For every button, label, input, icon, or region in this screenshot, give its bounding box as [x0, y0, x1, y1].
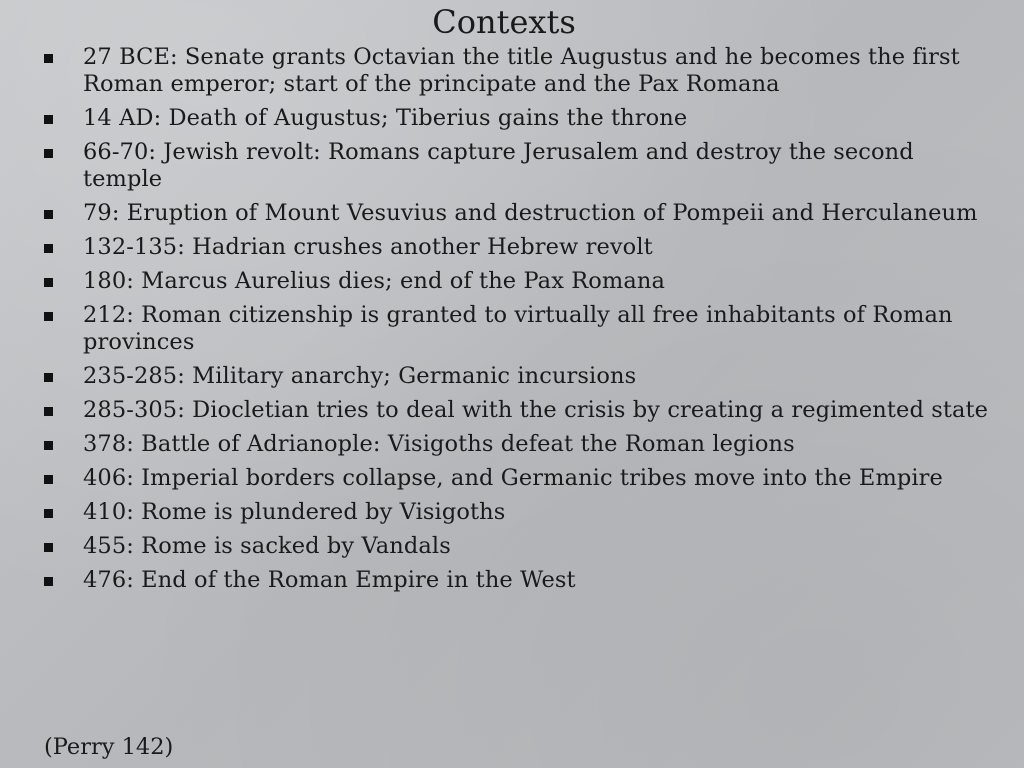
timeline-list	[0, 44, 990, 601]
list-item-text: 14 AD: Death of Augustus; Tiberius gains the throne	[83, 105, 688, 131]
list-item	[0, 105, 990, 132]
list-item-text: 79: Eruption of Mount Vesuvius and destruction of Pompeii and Herculaneum	[83, 200, 978, 226]
square-bullet-icon	[44, 210, 53, 219]
list-item	[0, 499, 990, 526]
list-item-text: 66-70: Jewish revolt: Romans capture Jerusalem and destroy the second temple	[83, 139, 914, 192]
slide-title: Contexts	[432, 3, 576, 41]
list-item	[0, 567, 990, 594]
list-item-text: 235-285: Military anarchy; Germanic incursions	[83, 363, 637, 389]
list-item-text: 27 BCE: Senate grants Octavian the title Augustus and he becomes the first Roman emperor; start of the principate and the Pax Romana	[83, 44, 960, 97]
square-bullet-icon	[44, 441, 53, 450]
list-item-text: 410: Rome is plundered by Visigoths	[83, 499, 506, 525]
square-bullet-icon	[44, 149, 53, 158]
list-item-text: 455: Rome is sacked by Vandals	[83, 533, 451, 559]
list-item	[0, 397, 990, 424]
list-item	[0, 431, 990, 458]
list-item-text: 180: Marcus Aurelius dies; end of the Pax Romana	[83, 268, 665, 294]
square-bullet-icon	[44, 407, 53, 416]
list-item-text: 378: Battle of Adrianople: Visigoths defeat the Roman legions	[83, 431, 795, 457]
list-item	[0, 363, 990, 390]
list-item	[0, 234, 990, 261]
square-bullet-icon	[44, 244, 53, 253]
list-item	[0, 533, 990, 560]
square-bullet-icon	[44, 509, 53, 518]
list-item-text: 476: End of the Roman Empire in the West	[83, 567, 576, 593]
square-bullet-icon	[44, 54, 53, 63]
list-item	[0, 302, 990, 356]
list-item-text: 132-135: Hadrian crushes another Hebrew revolt	[83, 234, 653, 260]
list-item	[0, 200, 990, 227]
list-item	[0, 465, 990, 492]
square-bullet-icon	[44, 312, 53, 321]
square-bullet-icon	[44, 543, 53, 552]
square-bullet-icon	[44, 373, 53, 382]
square-bullet-icon	[44, 278, 53, 287]
square-bullet-icon	[44, 577, 53, 586]
list-item	[0, 139, 990, 193]
list-item-text: 212: Roman citizenship is granted to virtually all free inhabitants of Roman provinces	[83, 302, 953, 355]
list-item	[0, 268, 990, 295]
citation: (Perry 142)	[44, 734, 174, 760]
list-item	[0, 44, 990, 98]
list-item-text: 285-305: Diocletian tries to deal with the crisis by creating a regimented state	[83, 397, 989, 423]
square-bullet-icon	[44, 475, 53, 484]
list-item-text: 406: Imperial borders collapse, and Germanic tribes move into the Empire	[83, 465, 943, 491]
square-bullet-icon	[44, 115, 53, 124]
